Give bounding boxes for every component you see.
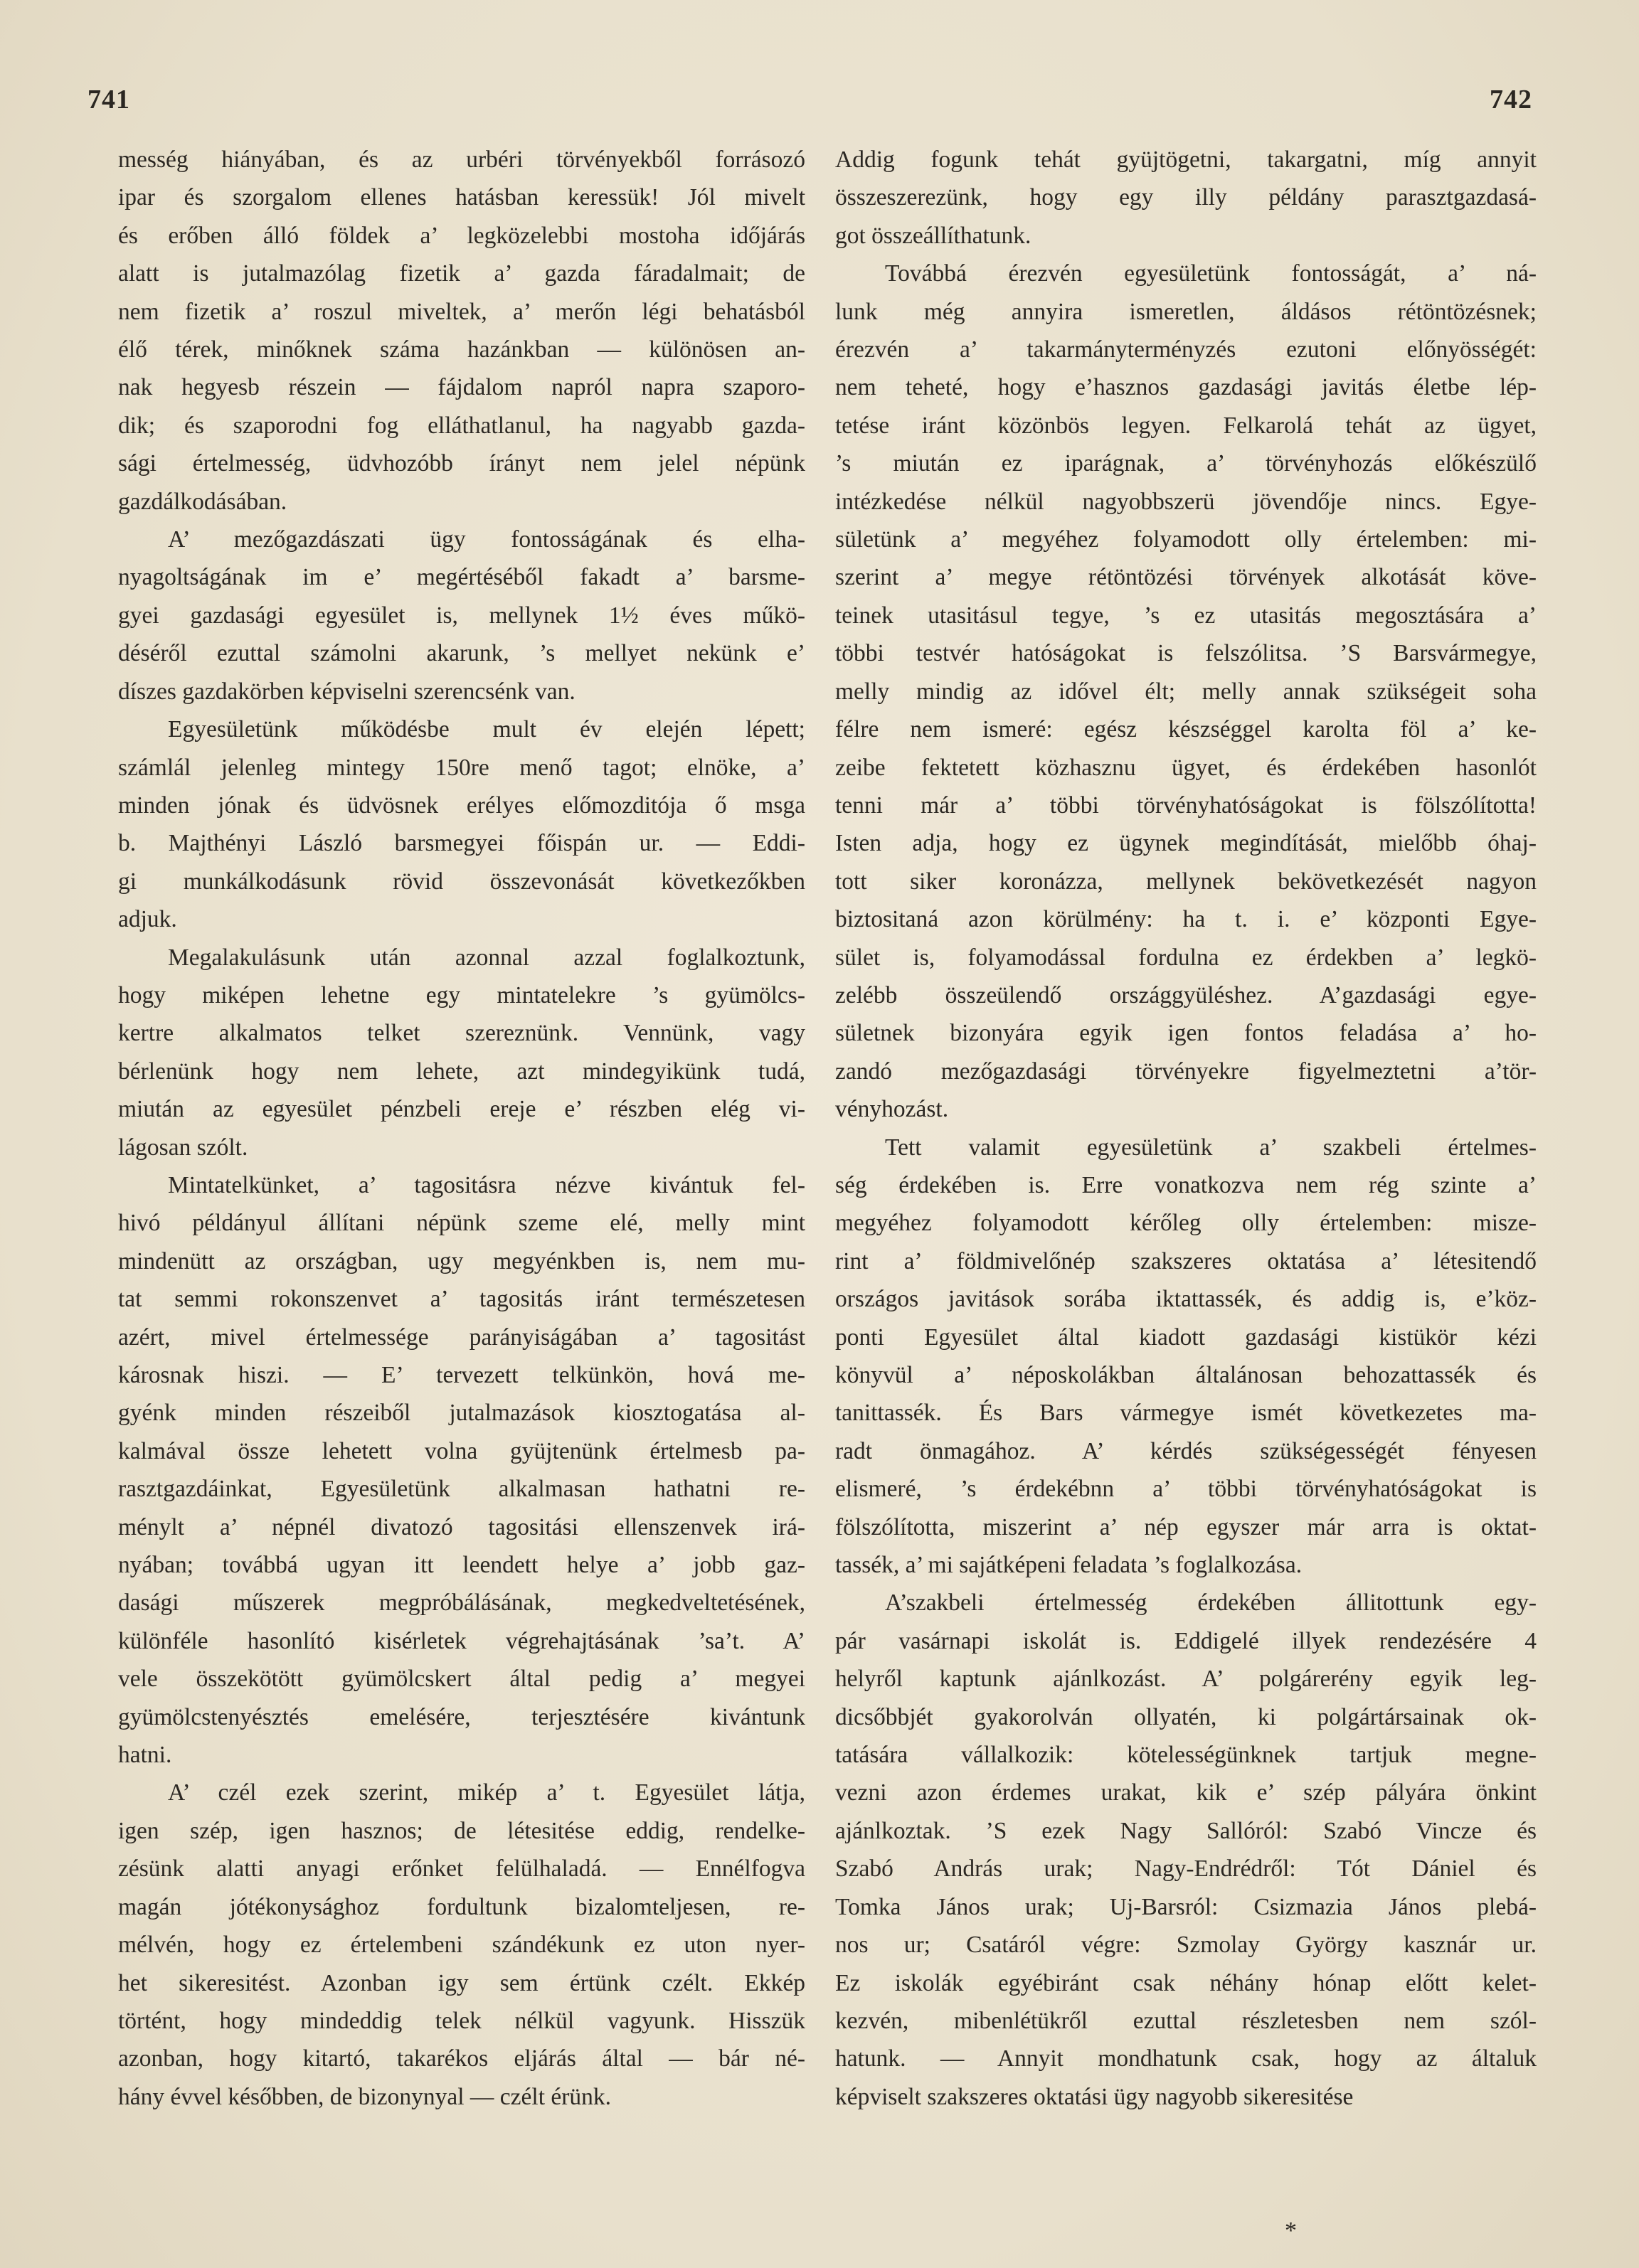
text-line: A’ mezőgazdászati ügy fontosságának és elha- [168,526,805,553]
text-line: és erőben álló földek a’ legközelebbi mostoha időjárás [118,222,805,249]
text-line: különféle hasonlító kisérletek végrehajtásának ’sa’t. A’ [118,1627,805,1654]
text-line: dasági műszerek megpróbálásának, megkedveltetésének, [118,1590,805,1617]
text-line: Megalakulásunk után azonnal azzal foglalkoztunk, [168,944,805,971]
text-line: élő térek, minőknek száma hazánkban — különösen an- [118,336,805,363]
text-line: rint a’ földmivelőnép szakszeres oktatása a’ létesitendő [835,1247,1537,1274]
text-line: sületünk a’ megyéhez folyamodott olly értelemben: mi- [835,526,1537,553]
text-line: könyvül a’ néposkolákban általánosan behozattassék és [835,1362,1537,1388]
text-line: teinek utasitásul tegye, ’s ez utasitás megosztására a’ [835,602,1537,629]
text-line: Tomka János urak; Uj-Barsról: Csizmazia János plebá- [835,1893,1537,1920]
text-line: gyei gazdasági egyesület is, mellynek 1½ éves műkö- [118,602,805,629]
text-line: nak hegyesb részein — fájdalom napról napra szaporo- [118,374,805,401]
text-line: biztositaná azon körülmény: ha t. i. e’ központi Egye- [835,906,1537,933]
text-line: lágosan szólt. [118,1134,248,1161]
text-line: got összeállíthatunk. [835,222,1031,249]
text-line: zeibe fektetett közhasznu ügyet, és érdekében hasonlót [835,754,1537,781]
text-line: gyümölcstenyésztés emelésére, terjesztésére kivántunk [118,1703,805,1730]
text-line: számlál jelenleg mintegy 150re menő tagot; elnöke, a’ [118,754,805,781]
text-line: zésünk alatti anyagi erőnket felülhaladá. — Ennélfogva [118,1856,805,1883]
text-line: sület is, folyamodással fordulna ez érdekben a’ legkö- [835,944,1537,971]
text-line: mindenütt az országban, ugy megyénkben is, nem mu- [118,1247,805,1274]
text-line: vezni azon érdemes urakat, kik e’ szép pályára önkint [835,1779,1537,1806]
text-line: ’s miután ez iparágnak, a’ törvényhozás előkészülő [835,450,1537,477]
text-line: hogy miképen lehetne egy mintatelekre ’s gyümölcs- [118,981,805,1008]
text-line: tenni már a’ többi törvényhatóságokat is fölszólította! [835,792,1537,819]
text-line: dik; és szaporodni fog elláthatlanul, ha nagyabb gazda- [118,412,805,439]
text-line: magán jótékonysághoz fordultunk bizalomteljesen, re- [118,1893,805,1920]
text-line: Szabó András urak; Nagy-Endrédről: Tót Dániel és [835,1856,1537,1883]
text-line: Ez iskolák egyébiránt csak néhány hónap előtt kelet- [835,1969,1537,1996]
text-line: ajánlkoztak. ’S ezek Nagy Sallóról: Szabó Vincze és [835,1817,1537,1844]
text-line: radt önmagához. A’ kérdés szükségességét fényesen [835,1437,1537,1464]
text-line: igen szép, igen hasznos; de létesitése eddig, rendelke- [118,1817,805,1844]
text-line: Továbbá érezvén egyesületünk fontosságát, a’ ná- [885,260,1537,287]
page-number-left: 741 [87,85,130,115]
text-line: ség érdekében is. Erre vonatkozva nem rég szinte a’ [835,1171,1537,1198]
text-line: országos javitások sorába iktattassék, és addig is, e’köz- [835,1286,1537,1313]
text-line: het sikeresitést. Azonban igy sem értünk czélt. Ekkép [118,1969,805,1996]
text-line: érezvén a’ takarmányterményzés ezutoni előnyösségét: [835,336,1537,363]
text-line: lunk még annyira ismeretlen, áldásos rétöntözésnek; [835,298,1537,325]
text-line: A’ czél ezek szerint, mikép a’ t. Egyesület látja, [168,1779,805,1806]
text-line: ponti Egyesület által kiadott gazdasági kistükör kézi [835,1324,1537,1351]
text-line: adjuk. [118,906,177,933]
right-text-column [835,141,1537,2146]
text-line: bérlenünk hogy nem lehete, azt mindegyikünk tudá, [118,1058,805,1085]
text-line: tassék, a’ mi sajátképeni feladata ’s foglalkozása. [835,1552,1303,1579]
text-line: gazdálkodásában. [118,488,287,515]
text-line: pár vasárnapi iskolát is. Eddigelé illyek rendezésére 4 [835,1627,1537,1654]
text-line: melly mindig az idővel élt; melly annak szükségeit soha [835,678,1537,705]
text-line: kalmával össze lehetett volna gyüjtenünk értelmesb pa- [118,1437,805,1464]
text-line: dicsőbbjét gyakorolván ollyatén, ki polgártársainak ok- [835,1703,1537,1730]
text-line: képviselt szakszeres oktatási ügy nagyobb sikeresitése [835,2083,1354,2110]
text-line: gi munkálkodásunk rövid összevonását következőkben [118,868,805,895]
text-line: sületnek bizonyára egyik igen fontos feladása a’ ho- [835,1020,1537,1047]
text-line: Isten adja, hogy ez ügynek megindítását, mielőbb óhaj- [835,830,1537,857]
paragraph [835,141,1537,255]
text-line: vele összekötött gyümölcskert által pedig a’ megyei [118,1666,805,1693]
text-line: mélvén, hogy ez értelembeni szándékunk ez uton nyer- [118,1932,805,1959]
text-line: összeszerezünk, hogy egy illy példány parasztgazdasá- [835,184,1537,211]
text-line: gyénk minden részeiből jutalmazások kiosztogatása al- [118,1400,805,1427]
text-line: Mintatelkünket, a’ tagositásra nézve kivántuk fel- [168,1171,805,1198]
text-line: nyagoltságának im e’ megértéséből fakadt a’ barsme- [118,564,805,591]
text-line: hatunk. — Annyit mondhatunk csak, hogy az általuk [835,2045,1537,2072]
text-line: rasztgazdáinkat, Egyesületünk alkalmasan hathatni re- [118,1476,805,1503]
paragraph [118,521,805,710]
left-text-column [118,141,805,2146]
text-line: b. Majthényi László barsmegyei főispán ur. — Eddi- [118,830,805,857]
text-line: nos ur; Csatáról végre: Szmolay György kasznár ur. [835,1932,1537,1959]
text-line: azért, mivel értelmessége parányiságában a’ tagositást [118,1324,805,1351]
paragraph [118,1166,805,1774]
text-line: zandó mezőgazdasági törvényekre figyelmeztetni a’tör- [835,1058,1537,1085]
text-line: minden jónak és üdvösnek erélyes előmozditója ő msga [118,792,805,819]
text-line: fölszólította, miszerint a’ nép egyszer már arra is oktat- [835,1513,1537,1540]
text-line: hatni. [118,1742,172,1769]
text-line: tanittassék. És Bars vármegye ismét következetes ma- [835,1400,1537,1427]
text-line: Tett valamit egyesületünk a’ szakbeli értelmes- [885,1134,1537,1161]
text-line: elismeré, ’s érdekébnn a’ többi törvényhatóságokat is [835,1476,1537,1503]
text-line: hivó példányul állítani népünk szeme elé, melly mint [118,1210,805,1237]
text-line: helyről kaptunk ajánlkozást. A’ polgárerény egyik leg- [835,1666,1537,1693]
text-line: tatására vállalkozik: kötelességünknek tartjuk megne- [835,1742,1537,1769]
text-line: tetése iránt közönbös legyen. Felkarolá tehát az ügyet, [835,412,1537,439]
text-line: többi testvér hatóságokat is felszólitsa. ’S Barsvármegye, [835,640,1537,667]
text-line: nyában; továbbá ugyan itt leendett helye a’ jobb gaz- [118,1552,805,1579]
text-line: ipar és szorgalom ellenes hatásban keressük! Jól mivelt [118,184,805,211]
text-line: A’szakbeli értelmesség érdekében állitottunk egy- [885,1590,1537,1617]
text-line: történt, hogy mindeddig telek nélkül vagyunk. Hisszük [118,2007,805,2034]
text-line: szerint a’ megye rétöntözési törvények alkotását köve- [835,564,1537,591]
text-line: déséről ezuttal számolni akarunk, ’s mellyet nekünk e’ [118,640,805,667]
text-line: zelébb összeülendő országgyüléshez. A’gazdasági egye- [835,981,1537,1008]
text-line: sági értelmesség, üdvhozóbb írányt nem jelel népünk [118,450,805,477]
paragraph [835,1129,1537,1585]
paragraph [835,1584,1537,2116]
text-line: károsnak hiszi. — E’ tervezett telkünkön, hová me- [118,1362,805,1388]
text-line: miután az egyesület pénzbeli ereje e’ részben elég vi- [118,1096,805,1123]
text-line: kertre alkalmatos telket szereznünk. Vennünk, vagy [118,1020,805,1047]
text-line: Addig fogunk tehát gyüjtögetni, takargatni, míg annyit [835,147,1537,173]
text-line: intézkedése nélkül nagyobbszerü jövendője nincs. Egye- [835,488,1537,515]
text-line: messég hiányában, és az urbéri törvényekből forrásozó [118,147,805,173]
text-line: Egyesületünk működésbe mult év elején lépett; [168,716,805,743]
text-line: kezvén, mibenlétükről ezuttal részletesben nem szól- [835,2007,1537,2034]
text-line: ménylt a’ népnél divatozó tagositási ellenszenvek irá- [118,1513,805,1540]
text-line: megyéhez folyamodott kérőleg olly értelemben: misze- [835,1210,1537,1237]
text-line: nem teheté, hogy e’hasznos gazdasági javitás életbe lép- [835,374,1537,401]
text-line: azonban, hogy kitartó, takarékos eljárás által — bár né- [118,2045,805,2072]
page-number-right: 742 [1490,85,1532,115]
signature-mark: * [1285,2218,1297,2244]
paragraph [118,939,805,1166]
paragraph [118,1774,805,2116]
text-line: nem fizetik a’ roszul miveltek, a’ merőn légi behatásból [118,298,805,325]
paragraph [835,255,1537,1128]
text-line: tott siker koronázza, mellynek bekövetkezését nagyon [835,868,1537,895]
text-line: díszes gazdakörben képviselni szerencsénk van. [118,678,575,705]
text-line: alatt is jutalmazólag fizetik a’ gazda fáradalmait; de [118,260,805,287]
text-line: tat semmi rokonszenvet a’ tagositás iránt természetesen [118,1286,805,1313]
text-line: félre nem ismeré: egész készséggel karolta föl a’ ke- [835,716,1537,743]
text-line: vényhozást. [835,1096,949,1123]
paragraph [118,710,805,938]
text-line: hány évvel későbben, de bizonynyal — czélt érünk. [118,2083,612,2110]
paragraph [118,141,805,521]
